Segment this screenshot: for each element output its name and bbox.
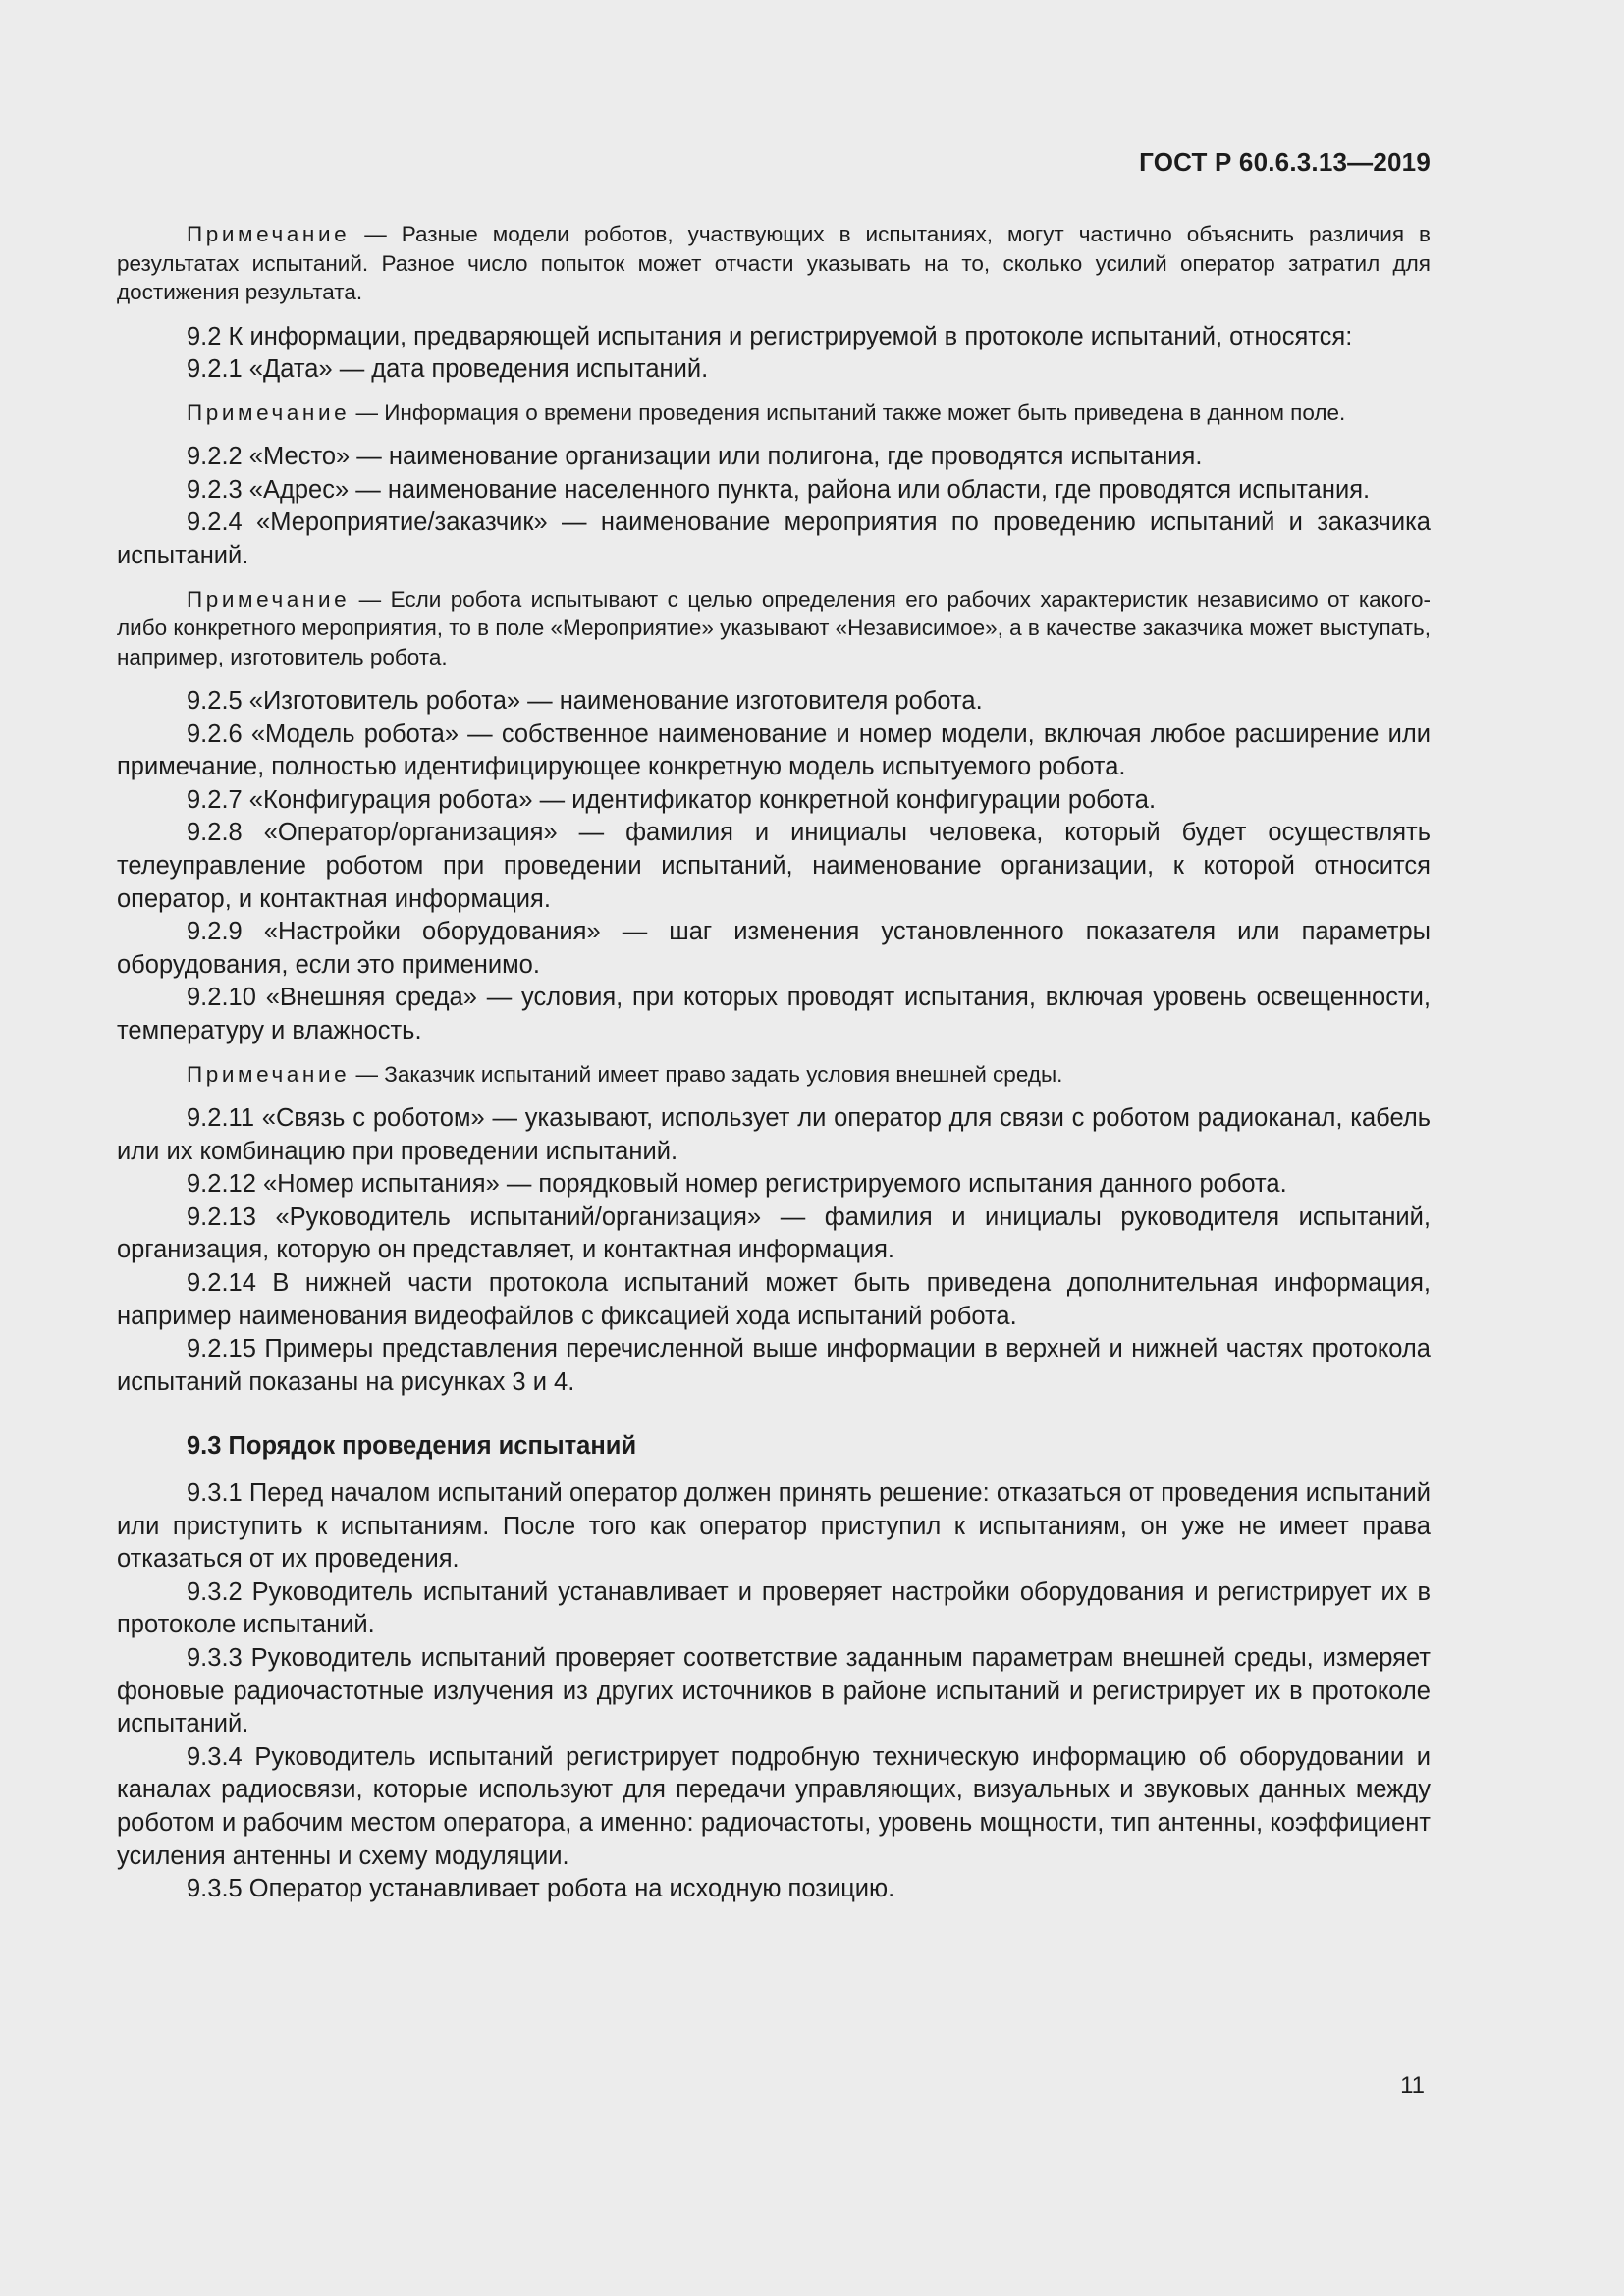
clause-paragraph: 9.3.2 Руководитель испытаний устанавливает и проверяет настройки оборудования и регистрирует их в протоколе испытаний. [117, 1577, 1431, 1639]
clause-paragraph: 9.2.4 «Мероприятие/заказчик» — наименование мероприятия по проведению испытаний и заказчика испытаний. [117, 508, 1431, 569]
clause-paragraph: 9.2.10 «Внешняя среда» — условия, при которых проводят испытания, включая уровень освещенности, температуру и влажность. [117, 984, 1431, 1044]
clause-paragraph: 9.2.7 «Конфигурация робота» — идентификатор конкретной конфигурации робота. [187, 785, 1157, 814]
document-body [117, 220, 1431, 1906]
clause-paragraph: 9.2.15 Примеры представления перечисленной выше информации в верхней и нижней частях протокола испытаний показаны на рисунках 3 и 4. [117, 1335, 1431, 1396]
clause-paragraph: 9.3.4 Руководитель испытаний регистрирует подробную техническую информацию об оборудовании и каналах радиосвязи, которые используют для передачи управляющих, визуальных и звуковых данных между роботом и рабочим местом оператора, а именно: радиочастоты, уровень мощности, тип антенны, коэффициент усиления антенны и схему модуляции. [117, 1742, 1431, 1870]
note-paragraph [117, 220, 1431, 307]
page-number: 11 [1400, 2072, 1425, 2099]
clause-paragraph: 9.2.11 «Связь с роботом» — указывают, использует ли оператор для связи с роботом радиоканал, кабель или их комбинацию при проведении испытаний. [117, 1104, 1431, 1165]
note-paragraph [117, 1060, 1431, 1090]
document-code-header: ГОСТ Р 60.6.3.13—2019 [1139, 147, 1431, 177]
note-label: Примечание [187, 1061, 351, 1087]
note-label: Примечание [187, 586, 351, 612]
note-text: — Информация о времени проведения испытаний также может быть приведена в данном поле. [350, 400, 1346, 425]
note-text: — Заказчик испытаний имеет право задать условия внешней среды. [350, 1061, 1063, 1087]
clause-paragraph: 9.2.1 «Дата» — дата проведения испытаний. [187, 355, 709, 384]
clause-paragraph: 9.2.9 «Настройки оборудования» — шаг изменения установленного показателя или параметры оборудования, если это применимо. [117, 918, 1431, 979]
clause-paragraph: 9.2.6 «Модель робота» — собственное наименование и номер модели, включая любое расширение или примечание, полностью идентифицирующее конкретную модель испытуемого робота. [117, 720, 1431, 781]
note-paragraph [117, 585, 1431, 672]
note-label: Примечание [187, 400, 351, 425]
clause-paragraph: 9.2.5 «Изготовитель робота» — наименование изготовителя робота. [187, 687, 983, 716]
clause-paragraph: 9.2.14 В нижней части протокола испытаний может быть приведена дополнительная информация, например наименования видеофайлов с фиксацией хода испытаний робота. [117, 1269, 1431, 1330]
clause-paragraph: 9.2.3 «Адрес» — наименование населенного пункта, района или области, где проводятся испытания. [187, 475, 1371, 504]
clause-paragraph: 9.2 К информации, предваряющей испытания и регистрируемой в протоколе испытаний, относятся: [187, 322, 1353, 350]
clause-paragraph: 9.3.3 Руководитель испытаний проверяет соответствие заданным параметрам внешней среды, измеряет фоновые радиочастотные излучения из других источников в районе испытаний и регистрирует их в протоколе испытаний. [117, 1644, 1431, 1738]
clause-paragraph: 9.2.13 «Руководитель испытаний/организация» — фамилия и инициалы руководителя испытаний, организация, которую он представляет, и контактная информация. [117, 1202, 1431, 1264]
clause-paragraph: 9.3.1 Перед началом испытаний оператор должен принять решение: отказаться от проведения испытаний или приступить к испытаниям. После того как оператор приступил к испытаниям, он уже не имеет права отказаться от их проведения. [117, 1479, 1431, 1574]
clause-paragraph: 9.2.8 «Оператор/организация» — фамилия и инициалы человека, который будет осуществлять телеуправление роботом при проведении испытаний, наименование организации, к которой относится оператор, и контактная информация. [117, 819, 1431, 913]
note-text: — Разные модели роботов, участвующих в испытаниях, могут частично объяснить различия в результатах испытаний. Разное число попыток может отчасти указывать на то, сколько усилий оператор затратил для достижения результата. [117, 222, 1431, 304]
clause-paragraph: 9.2.12 «Номер испытания» — порядковый номер регистрируемого испытания данного робота. [187, 1170, 1287, 1199]
clause-paragraph: 9.2.2 «Место» — наименование организации или полигона, где проводятся испытания. [187, 443, 1203, 471]
section-heading: 9.3 Порядок проведения испытаний [187, 1432, 637, 1461]
note-text: — Если робота испытывают с целью определения его рабочих характеристик независимо от какого-либо конкретного мероприятия, то в поле «Мероприятие» указывают «Независимое», а в качестве заказчика может выступать, например, изготовитель робота. [117, 586, 1431, 669]
note-paragraph [117, 399, 1431, 428]
note-label: Примечание [187, 222, 351, 246]
clause-paragraph: 9.3.5 Оператор устанавливает робота на исходную позицию. [187, 1875, 895, 1903]
